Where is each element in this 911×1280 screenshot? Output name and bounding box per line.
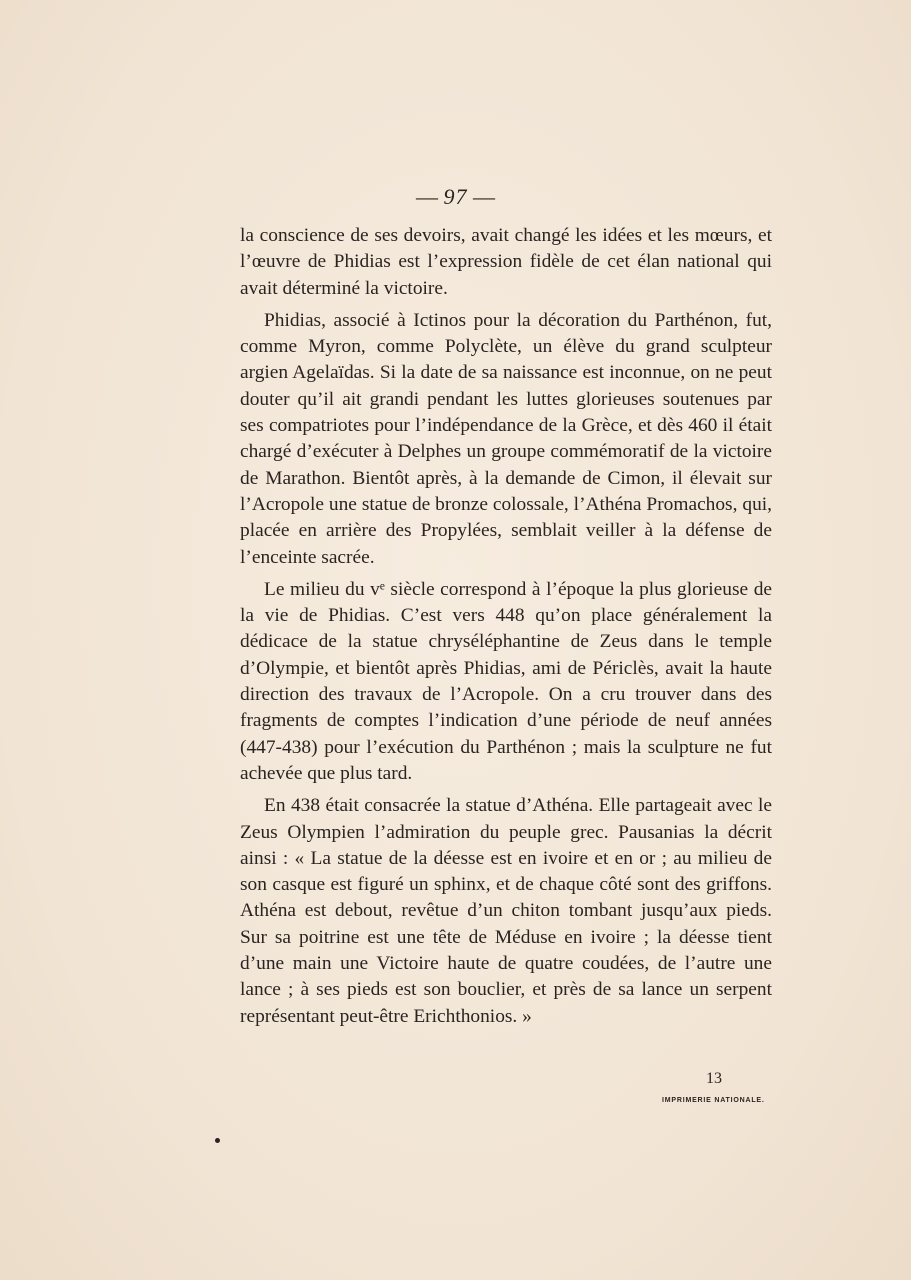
paragraph-fifth-century: Le milieu du vᵉ siècle correspond à l’époque la plus glorieuse de la vie de Phidias. C’est vers 448 qu’on place généralement la dédicace de la statue chryséléphantine de Zeus dans le temple d’Olympie, et bientôt après Phidias, ami de Périclès, avait la haute direction des travaux de l’Acropole. On a cru trouver dans des fragments de comptes l’indication d’une période de neuf années (447-438) pour l’exécution du Parthénon ; mais la sculpture ne fut achevée que plus tard. xyxy=(240,578,772,784)
page-number-dash-right: — xyxy=(467,184,495,209)
page-number-header xyxy=(0,184,911,210)
ink-speck xyxy=(215,1138,220,1143)
page-number: 97 xyxy=(443,184,468,209)
signature-mark: 13 xyxy=(706,1070,722,1087)
page-number-dash-left: — xyxy=(416,184,444,209)
printer-imprint: IMPRIMERIE NATIONALE. xyxy=(662,1097,765,1104)
paragraph-athena-statue: En 438 était consacrée la statue d’Athéna. Elle partageait avec le Zeus Olympien l’admiration du peuple grec. Pausanias la décrit ainsi : « La statue de la déesse est en ivoire et en or ; au milieu de son casque est figuré un sphinx, et de chaque côté sont des griffons. Athéna est debout, revêtue d’un chiton tombant jusqu’aux pieds. Sur sa poitrine est une tête de Méduse en ivoire ; la déesse tient d’une main une Victoire haute de quatre coudées, de l’autre une lance ; à ses pieds est son bouclier, et près de sa lance un serpent représentant peut-être Erichthonios. » xyxy=(240,795,772,1027)
paragraph-continuation: la conscience de ses devoirs, avait changé les idées et les mœurs, et l’œuvre de Phidias est l’expression fidèle de cet élan national qui avait déterminé la victoire. xyxy=(240,225,772,299)
body-text xyxy=(240,223,772,1036)
paragraph-phidias-ictinos: Phidias, associé à Ictinos pour la décoration du Parthénon, fut, comme Myron, comme Polyclète, un élève du grand sculpteur argien Agelaïdas. Si la date de sa naissance est inconnue, on ne peut douter qu’il ait grandi pendant les luttes glorieuses soutenues par ses compatriotes pour l’indépendance de la Grèce, et dès 460 il était chargé d’exécuter à Delphes un groupe commémoratif de la victoire de Marathon. Bientôt après, à la demande de Cimon, il élevait sur l’Acropole une statue de bronze colossale, l’Athéna Promachos, qui, placée en arrière des Propylées, semblait veiller à la défense de l’enceinte sacrée. xyxy=(240,309,772,568)
